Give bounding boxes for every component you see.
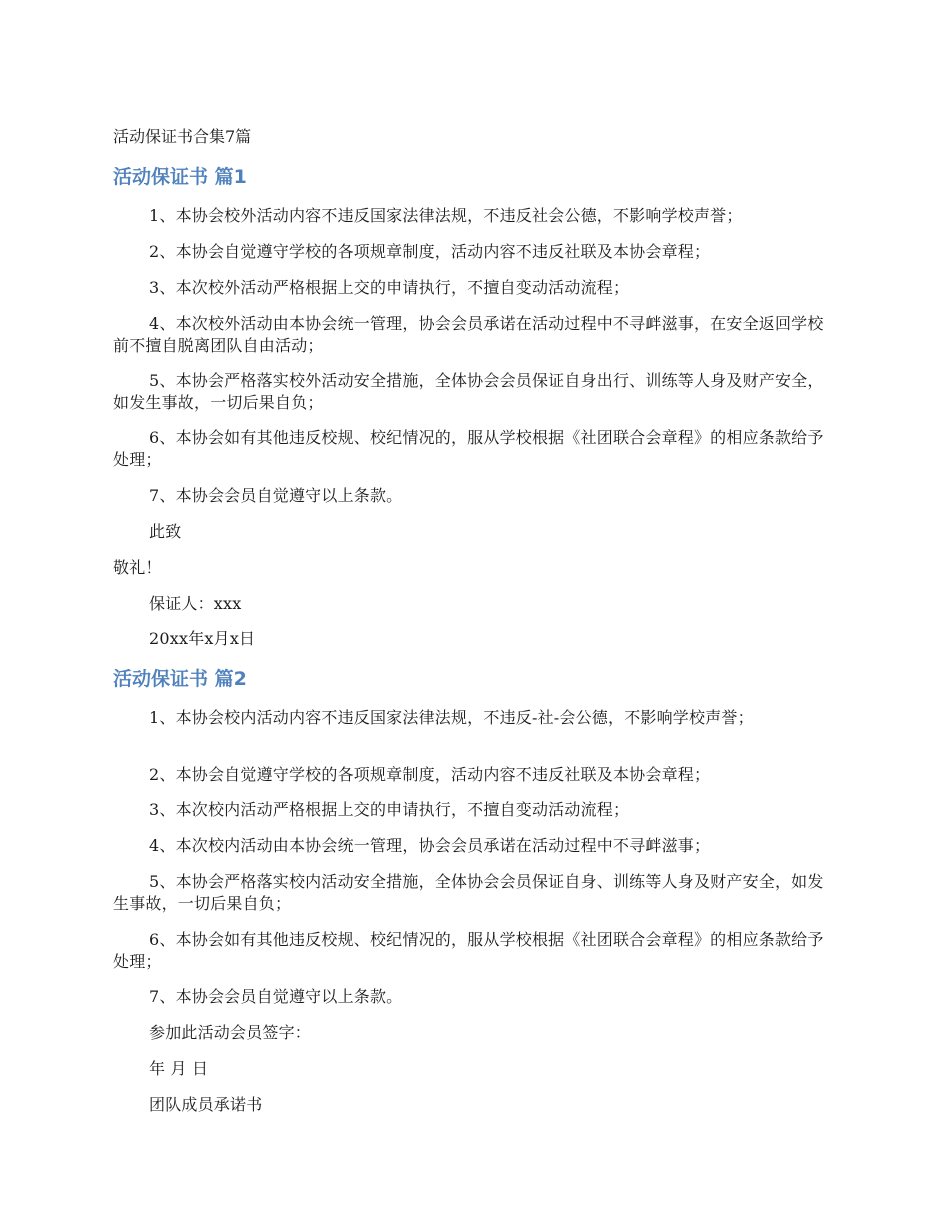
section-2-item-1: 1、本协会校内活动内容不违反国家法律法规，不违反-社-会公德，不影响学校声誉； [149, 708, 754, 727]
section-1-item-6: 6、本协会如有其他违反校规、校纪情况的，服从学校根据《社团联合会章程》的相应条款给予处理； [113, 428, 824, 469]
document-title: 活动保证书合集7篇 [113, 127, 252, 146]
date-line: 20xx年x月x日 [149, 629, 256, 648]
section-heading-2: 活动保证书 篇2 [113, 668, 247, 690]
section-1-item-5: 5、本协会严格落实校外活动安全措施，全体协会会员保证自身出行、训练等人身及财产安全，如发生事故，一切后果自负； [113, 371, 824, 412]
section-1-item-1: 1、本协会校外活动内容不违反国家法律法规，不违反社会公德，不影响学校声誉； [149, 206, 743, 225]
closing-salutation: 此致 [149, 522, 182, 541]
section-2-item-2: 2、本协会自觉遵守学校的各项规章制度，活动内容不违反社联及本协会章程； [149, 765, 711, 784]
section-1-item-4: 4、本次校外活动由本协会统一管理，协会会员承诺在活动过程中不寻衅滋事，在安全返回学校前不擅自脱离团队自由活动； [113, 314, 824, 355]
section-2-item-6: 6、本协会如有其他违反校规、校纪情况的，服从学校根据《社团联合会章程》的相应条款给予处理； [113, 930, 824, 971]
guarantor-line: 保证人：xxx [149, 594, 242, 613]
section-1-item-3: 3、本次校外活动严格根据上交的申请执行，不擅自变动活动流程； [149, 278, 630, 297]
section-heading-1: 活动保证书 篇1 [113, 166, 247, 188]
section-1-item-7: 7、本协会会员自觉遵守以上条款。 [149, 486, 403, 505]
section-2-item-7: 7、本协会会员自觉遵守以上条款。 [149, 987, 403, 1006]
section-2-item-5: 5、本协会严格落实校内活动安全措施，全体协会会员保证自身、训练等人身及财产安全，如发生事故，一切后果自负； [113, 872, 824, 913]
section-2-item-3: 3、本次校内活动严格根据上交的申请执行，不擅自变动活动流程； [149, 800, 630, 819]
section-1-item-2: 2、本协会自觉遵守学校的各项规章制度，活动内容不违反社联及本协会章程； [149, 242, 711, 261]
section-2-item-4: 4、本次校内活动由本协会统一管理，协会会员承诺在活动过程中不寻衅滋事； [149, 836, 711, 855]
closing-regards: 敬礼！ [113, 558, 162, 577]
member-signature-line: 参加此活动会员签字： [149, 1023, 312, 1042]
date-placeholder-line: 年 月 日 [149, 1059, 209, 1078]
team-pledge-title: 团队成员承诺书 [149, 1095, 263, 1114]
